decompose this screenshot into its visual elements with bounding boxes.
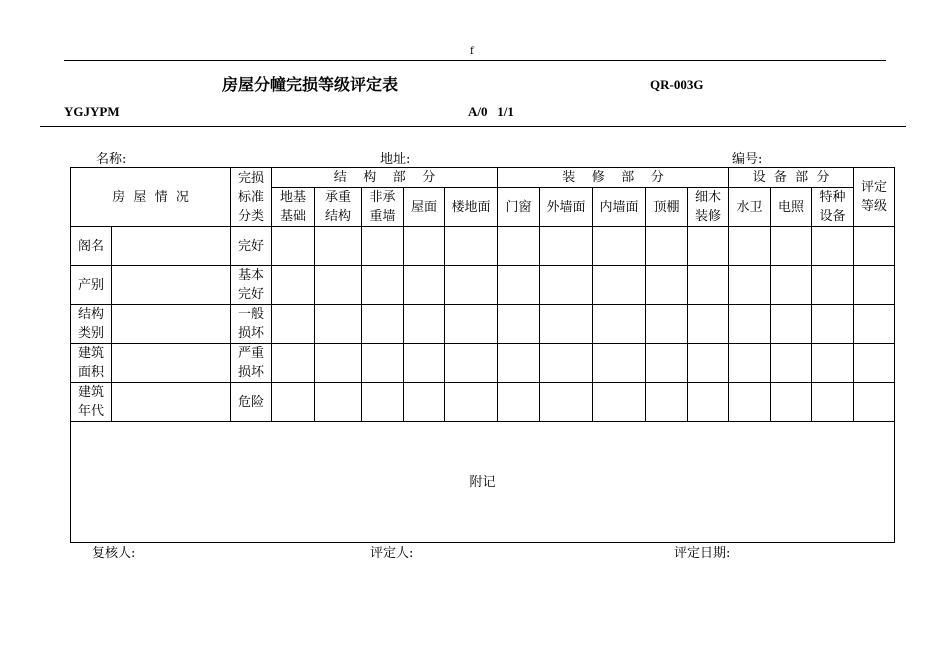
rating-cell[interactable]	[445, 227, 498, 266]
rating-cell[interactable]	[812, 227, 854, 266]
rating-cell[interactable]	[771, 227, 812, 266]
row-label: 产别	[71, 266, 112, 305]
rating-cell[interactable]	[315, 266, 362, 305]
rating-cell[interactable]	[771, 305, 812, 344]
rating-cell[interactable]	[646, 266, 688, 305]
rating-cell[interactable]	[771, 266, 812, 305]
rating-cell[interactable]	[688, 344, 729, 383]
rating-cell[interactable]	[688, 227, 729, 266]
table-row	[71, 383, 895, 422]
table-row	[71, 227, 895, 266]
rating-cell[interactable]	[272, 266, 315, 305]
row-category: 完好	[231, 227, 272, 266]
standard-class-header: 完损 标准 分类	[231, 168, 272, 227]
number-label: 编号:	[732, 152, 763, 167]
row-label: 结构 类别	[71, 305, 112, 344]
decoration-column-header: 内墙面	[593, 188, 646, 227]
row-value-cell[interactable]	[112, 266, 231, 305]
equipment-group-header: 设 备 部 分	[729, 168, 854, 188]
row-value-cell[interactable]	[112, 344, 231, 383]
rating-cell[interactable]	[771, 344, 812, 383]
rating-cell[interactable]	[272, 383, 315, 422]
rating-cell[interactable]	[593, 344, 646, 383]
rating-cell[interactable]	[729, 305, 771, 344]
rating-cell[interactable]	[272, 305, 315, 344]
rating-cell[interactable]	[729, 344, 771, 383]
rating-header: 评定 等级	[854, 168, 895, 227]
rating-cell[interactable]	[362, 227, 404, 266]
row-label: 阁名	[71, 227, 112, 266]
rating-cell[interactable]	[593, 227, 646, 266]
rating-cell[interactable]	[404, 227, 445, 266]
rating-cell[interactable]	[854, 305, 895, 344]
row-label: 建筑 年代	[71, 383, 112, 422]
structure-column-header: 屋面	[404, 188, 445, 227]
rating-cell[interactable]	[272, 227, 315, 266]
rating-cell[interactable]	[362, 383, 404, 422]
date-label: 评定日期:	[674, 546, 731, 561]
table-row	[71, 266, 895, 305]
rating-cell[interactable]	[540, 344, 593, 383]
rating-cell[interactable]	[362, 305, 404, 344]
table-row	[71, 305, 895, 344]
rating-cell[interactable]	[445, 383, 498, 422]
rating-cell[interactable]	[540, 383, 593, 422]
rating-cell[interactable]	[812, 305, 854, 344]
rating-cell[interactable]	[688, 266, 729, 305]
rating-cell[interactable]	[646, 344, 688, 383]
rating-cell[interactable]	[540, 266, 593, 305]
row-category: 一般 损坏	[231, 305, 272, 344]
rating-cell[interactable]	[646, 227, 688, 266]
remarks-cell[interactable]	[71, 422, 895, 543]
rating-cell[interactable]	[362, 266, 404, 305]
rating-cell[interactable]	[593, 383, 646, 422]
rating-cell[interactable]	[812, 383, 854, 422]
rating-cell[interactable]	[498, 266, 540, 305]
rating-cell[interactable]	[688, 305, 729, 344]
equipment-column-header: 水卫	[729, 188, 771, 227]
rating-cell[interactable]	[540, 227, 593, 266]
rating-cell[interactable]	[771, 383, 812, 422]
rating-cell[interactable]	[646, 383, 688, 422]
decoration-column-header: 门窗	[498, 188, 540, 227]
rating-cell[interactable]	[854, 227, 895, 266]
row-category: 严重 损坏	[231, 344, 272, 383]
rating-cell[interactable]	[404, 383, 445, 422]
page-mark: f	[470, 46, 474, 57]
rating-cell[interactable]	[688, 383, 729, 422]
rating-cell[interactable]	[315, 227, 362, 266]
rating-cell[interactable]	[315, 344, 362, 383]
rating-cell[interactable]	[540, 305, 593, 344]
header-rule-top	[64, 60, 886, 61]
rating-cell[interactable]	[498, 305, 540, 344]
structure-column-header: 楼地面	[445, 188, 498, 227]
rating-cell[interactable]	[445, 266, 498, 305]
rating-cell[interactable]	[812, 344, 854, 383]
form-title: 房屋分幢完损等级评定表	[222, 75, 399, 94]
rating-cell[interactable]	[812, 266, 854, 305]
decoration-column-header: 顶棚	[646, 188, 688, 227]
house-situation-header: 房 屋 情 况	[71, 168, 231, 227]
rating-cell[interactable]	[404, 266, 445, 305]
rating-cell[interactable]	[593, 266, 646, 305]
row-label: 建筑 面积	[71, 344, 112, 383]
rating-cell[interactable]	[593, 305, 646, 344]
rating-cell[interactable]	[445, 344, 498, 383]
rating-cell[interactable]	[854, 383, 895, 422]
row-value-cell[interactable]	[112, 305, 231, 344]
header-rule-bottom	[40, 126, 906, 127]
rating-cell[interactable]	[498, 344, 540, 383]
row-value-cell[interactable]	[112, 383, 231, 422]
row-category: 基本 完好	[231, 266, 272, 305]
name-label: 名称:	[96, 152, 127, 167]
rating-cell[interactable]	[729, 266, 771, 305]
equipment-column-header: 电照	[771, 188, 812, 227]
equipment-column-header: 特种 设备	[812, 188, 854, 227]
form-code: QR-003G	[650, 77, 704, 92]
assessor-label: 评定人:	[370, 546, 414, 561]
rating-cell[interactable]	[362, 344, 404, 383]
address-label: 地址:	[380, 152, 411, 167]
version-label: A/0 1/1	[468, 104, 514, 119]
rating-cell[interactable]	[646, 305, 688, 344]
rating-cell[interactable]	[854, 344, 895, 383]
rating-cell[interactable]	[854, 266, 895, 305]
structure-column-header: 承重 结构	[315, 188, 362, 227]
structure-column-header: 地基 基础	[272, 188, 315, 227]
table-row	[71, 344, 895, 383]
structure-column-header: 非承 重墙	[362, 188, 404, 227]
rating-cell[interactable]	[445, 305, 498, 344]
rating-cell[interactable]	[315, 305, 362, 344]
reviewer-label: 复核人:	[92, 546, 136, 561]
decoration-column-header: 外墙面	[540, 188, 593, 227]
decoration-column-header: 细木 装修	[688, 188, 729, 227]
structure-group-header: 结 构 部 分	[272, 168, 498, 188]
row-category: 危险	[231, 383, 272, 422]
rating-cell[interactable]	[729, 227, 771, 266]
rating-cell[interactable]	[729, 383, 771, 422]
remarks-label: 附记	[469, 474, 496, 490]
row-value-cell[interactable]	[112, 227, 231, 266]
rating-cell[interactable]	[498, 227, 540, 266]
rating-cell[interactable]	[498, 383, 540, 422]
assessment-table	[70, 167, 895, 543]
org-code: YGJYPM	[64, 104, 120, 119]
rating-cell[interactable]	[404, 305, 445, 344]
rating-cell[interactable]	[272, 344, 315, 383]
rating-cell[interactable]	[404, 344, 445, 383]
decoration-group-header: 装 修 部 分	[498, 168, 729, 188]
rating-cell[interactable]	[315, 383, 362, 422]
